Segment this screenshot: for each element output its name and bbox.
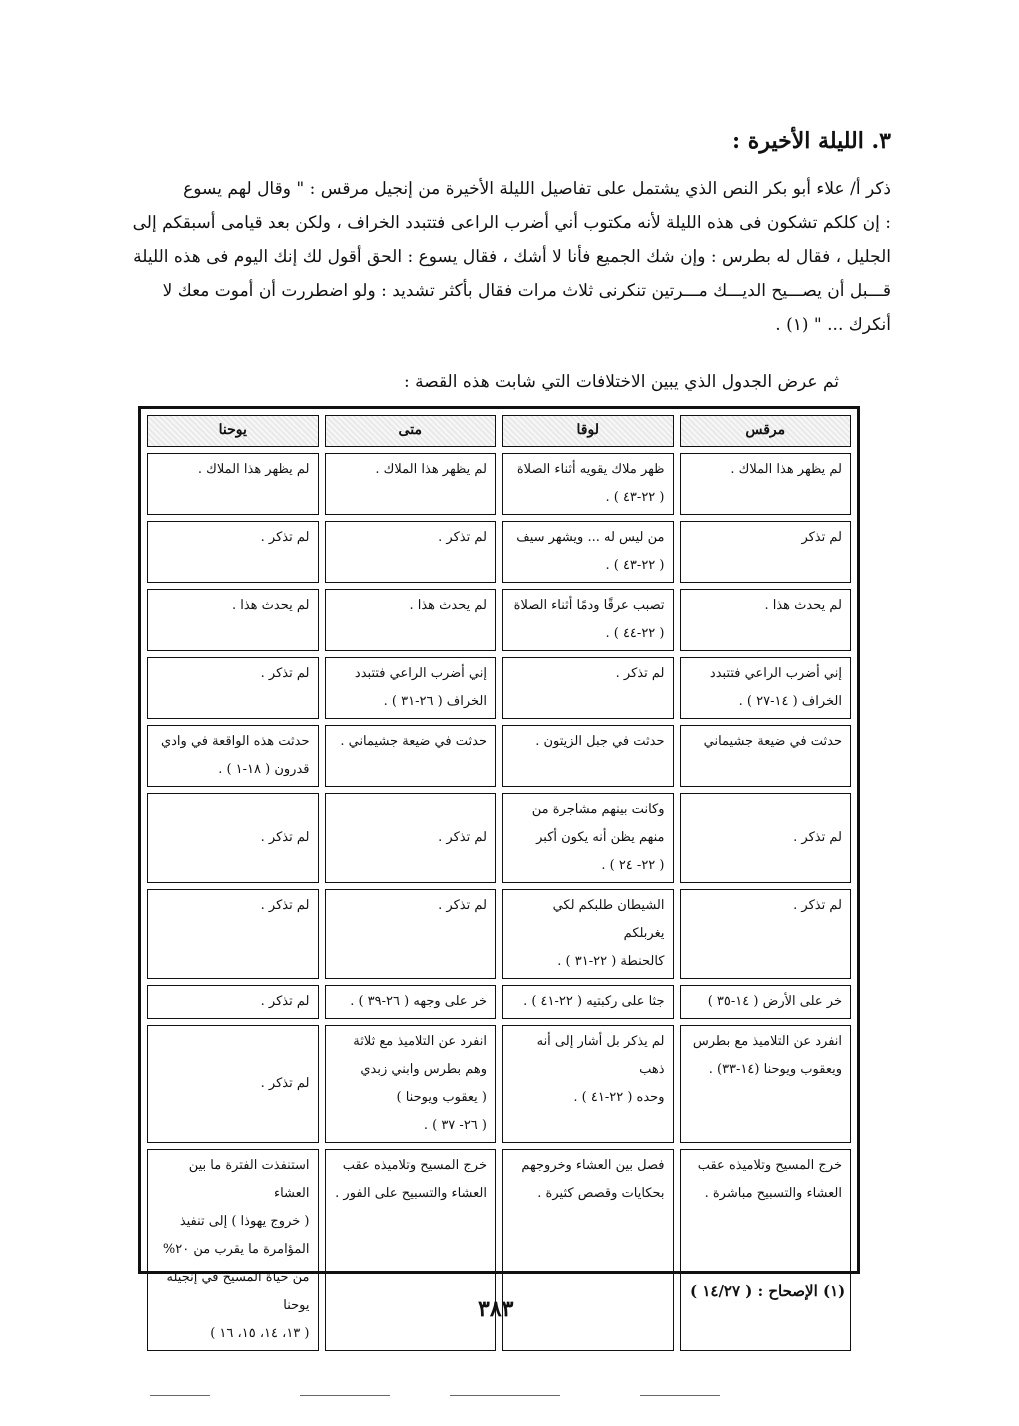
table-row [147,589,851,651]
table-cell: لم تذكر [680,521,852,583]
comparison-table [141,409,857,1357]
scan-edge-mark [640,1395,720,1396]
table-row [147,889,851,979]
section-heading: ٣. الليلة الأخيرة : [732,128,891,154]
header-matthew: متى [325,415,497,447]
scan-edge-mark [150,1395,210,1396]
table-cell: وكانت بينهم مشاجرة من منهم يظن أنه يكون أكبر ( ٢٢- ٢٤ ) . [502,793,674,883]
paragraph-line: الجليل ، فقال له بطرس : وإن شك الجميع فأنا لا أشك ، فقال يسوع : الحق أقول لك إنك اليوم فى هذه الليلة [133,247,891,267]
table-cell: حدثت في ضيعة جشيماني [680,725,852,787]
table-cell: لم تذكر . [147,985,319,1019]
table-row [147,1025,851,1143]
table-row [147,985,851,1019]
table-cell: لم تذكر . [325,889,497,979]
table-row [147,725,851,787]
table-cell: لم تذكر . [147,657,319,719]
header-john: يوحنا [147,415,319,447]
table-cell: حدثت في جبل الزيتون . [502,725,674,787]
table-cell: خرج المسيح وتلاميذه عقب العشاء والتسبيح مباشرة . [680,1149,852,1351]
table-cell: لم تذكر . [502,657,674,719]
table-cell: لم تذكر . [325,793,497,883]
table-row [147,521,851,583]
quote-paragraph [104,172,891,342]
table-row [147,657,851,719]
table-cell: حدثت في ضيعة جشيماني . [325,725,497,787]
table-cell: فصل بين العشاء وخروجهم بحكايات وقصص كثيرة . [502,1149,674,1351]
table-cell: خر على الأرض ( ١٤-٣٥ ) [680,985,852,1019]
table-cell: حدثت هذه الواقعة في وادي قدرون ( ١٨-١ ) . [147,725,319,787]
table-intro: ثم عرض الجدول الذي يبين الاختلافات التي شابت هذه القصة : [403,372,839,392]
table-cell: لم تذكر . [325,521,497,583]
table-cell: الشيطان طلبكم لكي يغربلكم كالحنطة ( ٢٢-٣١ ) . [502,889,674,979]
table-cell: لم يحدث هذا . [147,589,319,651]
table-row [147,793,851,883]
scan-edge-mark [450,1395,560,1396]
table-cell: لم يظهر هذا الملاك . [680,453,852,515]
table-cell: إني أضرب الراعي فتتبدد الخراف ( ١٤-٢٧ ) . [680,657,852,719]
table-row [147,453,851,515]
table-cell: لم يحدث هذا . [680,589,852,651]
table-cell: انفرد عن التلاميذ مع ثلاثة وهم بطرس وابني زبدي ( يعقوب ويوحنا ) ( ٢٦- ٣٧ ) . [325,1025,497,1143]
paragraph-line: قـــبل أن يصـــيح الديـــك مـــرتين تنكرنى ثلاث مرات فقال بأكثر تشديد : ولو اضطررت أن أموت معك لا [162,281,891,301]
header-mark: مرقس [680,415,852,447]
table-cell: جثا على ركبتيه ( ٢٢-٤١ ) . [502,985,674,1019]
table-cell: خرج المسيح وتلاميذه عقب العشاء والتسبيح على الفور . [325,1149,497,1351]
table-cell: لم يظهر هذا الملاك . [147,453,319,515]
page-number: ٣٨٣ [478,1296,514,1322]
footnote: (١) الإصحاح : ( ١٤/٢٧ ) [690,1282,846,1300]
table-cell: تصبب عرقًا ودمًا أثناء الصلاة ( ٢٢-٤٤ ) . [502,589,674,651]
table-cell: لم يظهر هذا الملاك . [325,453,497,515]
paragraph-line: : إن كلكم تشكون فى هذه الليلة لأنه مكتوب أني أضرب الراعى فتتبدد الخراف ، ولكن بعد قيامى أسبقكم إلى [132,213,891,233]
table-cell: لم تذكر . [680,793,852,883]
table-cell: لم تذكر . [147,889,319,979]
table-cell: لم تذكر . [147,521,319,583]
table-cell: لم يحدث هذا . [325,589,497,651]
table-cell: لم يذكر بل أشار إلى أنه ذهب وحده ( ٢٢-٤١ ) . [502,1025,674,1143]
table-header-row [147,415,851,447]
table-cell: لم تذكر . [680,889,852,979]
table-cell: ظهر ملاك يقويه أثناء الصلاة ( ٢٢-٤٣ ) . [502,453,674,515]
table-cell: من ليس له ... ويشهر سيف ( ٢٢-٤٣ ) . [502,521,674,583]
paragraph-line: أنكرك ... " (١) . [775,315,891,335]
table-cell: إني أضرب الراعي فتتبدد الخراف ( ٢٦-٣١ ) . [325,657,497,719]
paragraph-line: ذكر أ/ علاء أبو بكر النص الذي يشتمل على تفاصيل الليلة الأخيرة من إنجيل مرقس : " وقال لهم يسوع [183,179,891,199]
table-cell: خر على وجهه ( ٢٦-٣٩ ) . [325,985,497,1019]
table-cell: استنفذت الفترة ما بين العشاء ( خروج يهوذا ) إلى تنفيذ المؤامرة ما يقرب من ٢٠% من حياة المسيح في إنجيله يوحنا ( ١٣، ١٤، ١٥، ١٦ ) [147,1149,319,1351]
table-cell: لم تذكر . [147,1025,319,1143]
table-cell: لم تذكر . [147,793,319,883]
header-luke: لوقا [502,415,674,447]
scan-edge-mark [300,1395,390,1396]
table-cell: انفرد عن التلاميذ مع بطرس ويعقوب ويوحنا (١٤-٣٣) . [680,1025,852,1143]
